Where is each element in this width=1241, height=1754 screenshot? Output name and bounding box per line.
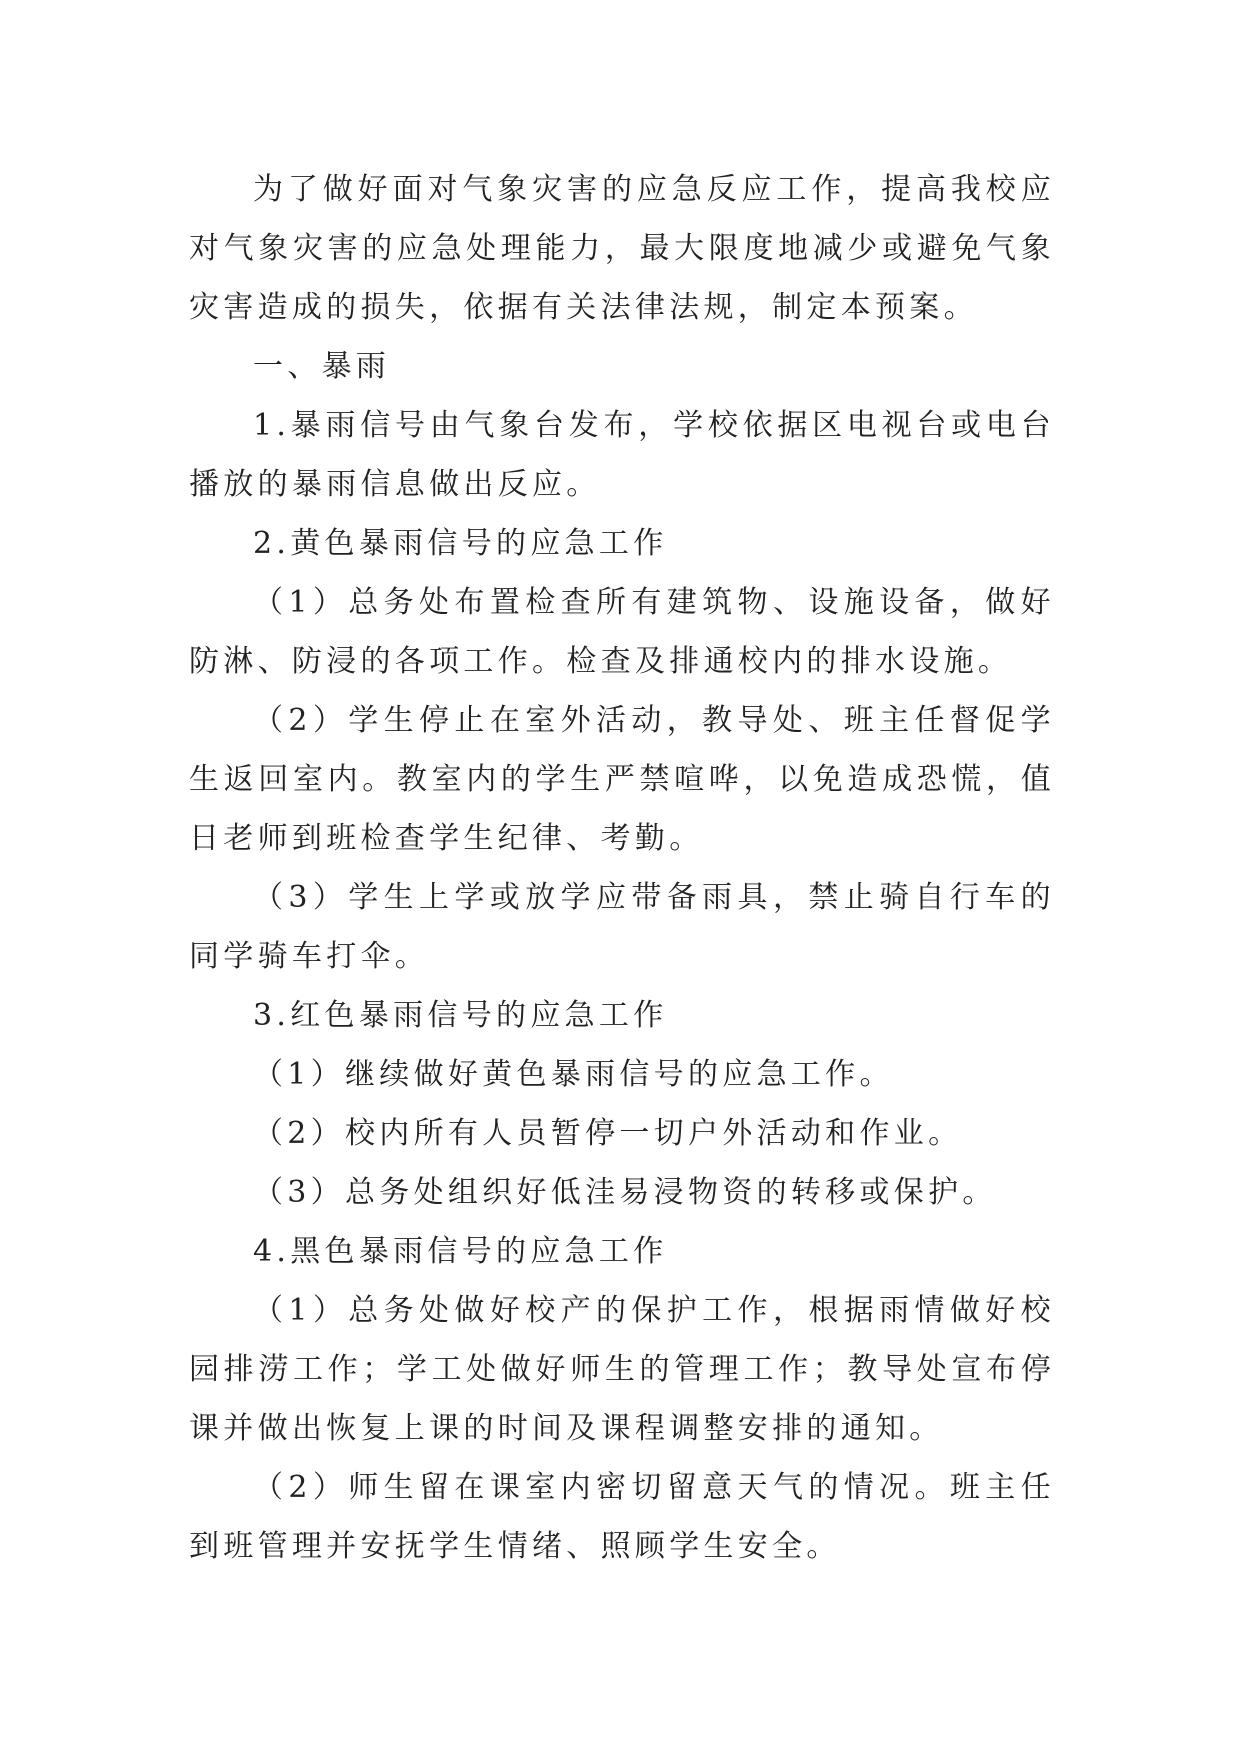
yellow-signal-item-1: （1）总务处布置检查所有建筑物、设施设备，做好防淋、防浸的各项工作。检查及排通校内的排水设施。 [189, 585, 1055, 679]
paragraph-item-1: 1.暴雨信号由气象台发布，学校依据区电视台或电台播放的暴雨信息做出反应。 [189, 408, 1055, 502]
black-signal-item-2: （2）师生留在课室内密切留意天气的情况。班主任到班管理并安抚学生情绪、照顾学生安全。 [189, 1470, 1055, 1564]
heading-yellow-signal: 2.黄色暴雨信号的应急工作 [253, 526, 668, 561]
black-signal-item-1: （1）总务处做好校产的保护工作，根据雨情做好校园排涝工作；学工处做好师生的管理工作；教导处宣布停课并做出恢复上课的时间及课程调整安排的通知。 [189, 1293, 1055, 1446]
red-signal-item-3: （3）总务处组织好低洼易浸物资的转移或保护。 [253, 1175, 997, 1210]
heading-red-signal: 3.红色暴雨信号的应急工作 [253, 998, 668, 1033]
document-body [189, 160, 1055, 1576]
red-signal-item-2: （2）校内所有人员暂停一切户外活动和作业。 [253, 1116, 963, 1151]
red-signal-item-1: （1）继续做好黄色暴雨信号的应急工作。 [253, 1057, 894, 1092]
yellow-signal-item-2: （2）学生停止在室外活动，教导处、班主任督促学生返回室内。教室内的学生严禁喧哗，以免造成恐慌，值日老师到班检查学生纪律、考勤。 [189, 703, 1055, 856]
heading-black-signal: 4.黑色暴雨信号的应急工作 [253, 1234, 668, 1269]
yellow-signal-item-3: （3）学生上学或放学应带备雨具，禁止骑自行车的同学骑车打伞。 [189, 880, 1055, 974]
intro-paragraph: 为了做好面对气象灾害的应急反应工作，提高我校应对气象灾害的应急处理能力，最大限度地减少或避免气象灾害造成的损失，依据有关法律法规，制定本预案。 [189, 172, 1055, 325]
section-heading-rainstorm: 一、暴雨 [253, 349, 391, 384]
